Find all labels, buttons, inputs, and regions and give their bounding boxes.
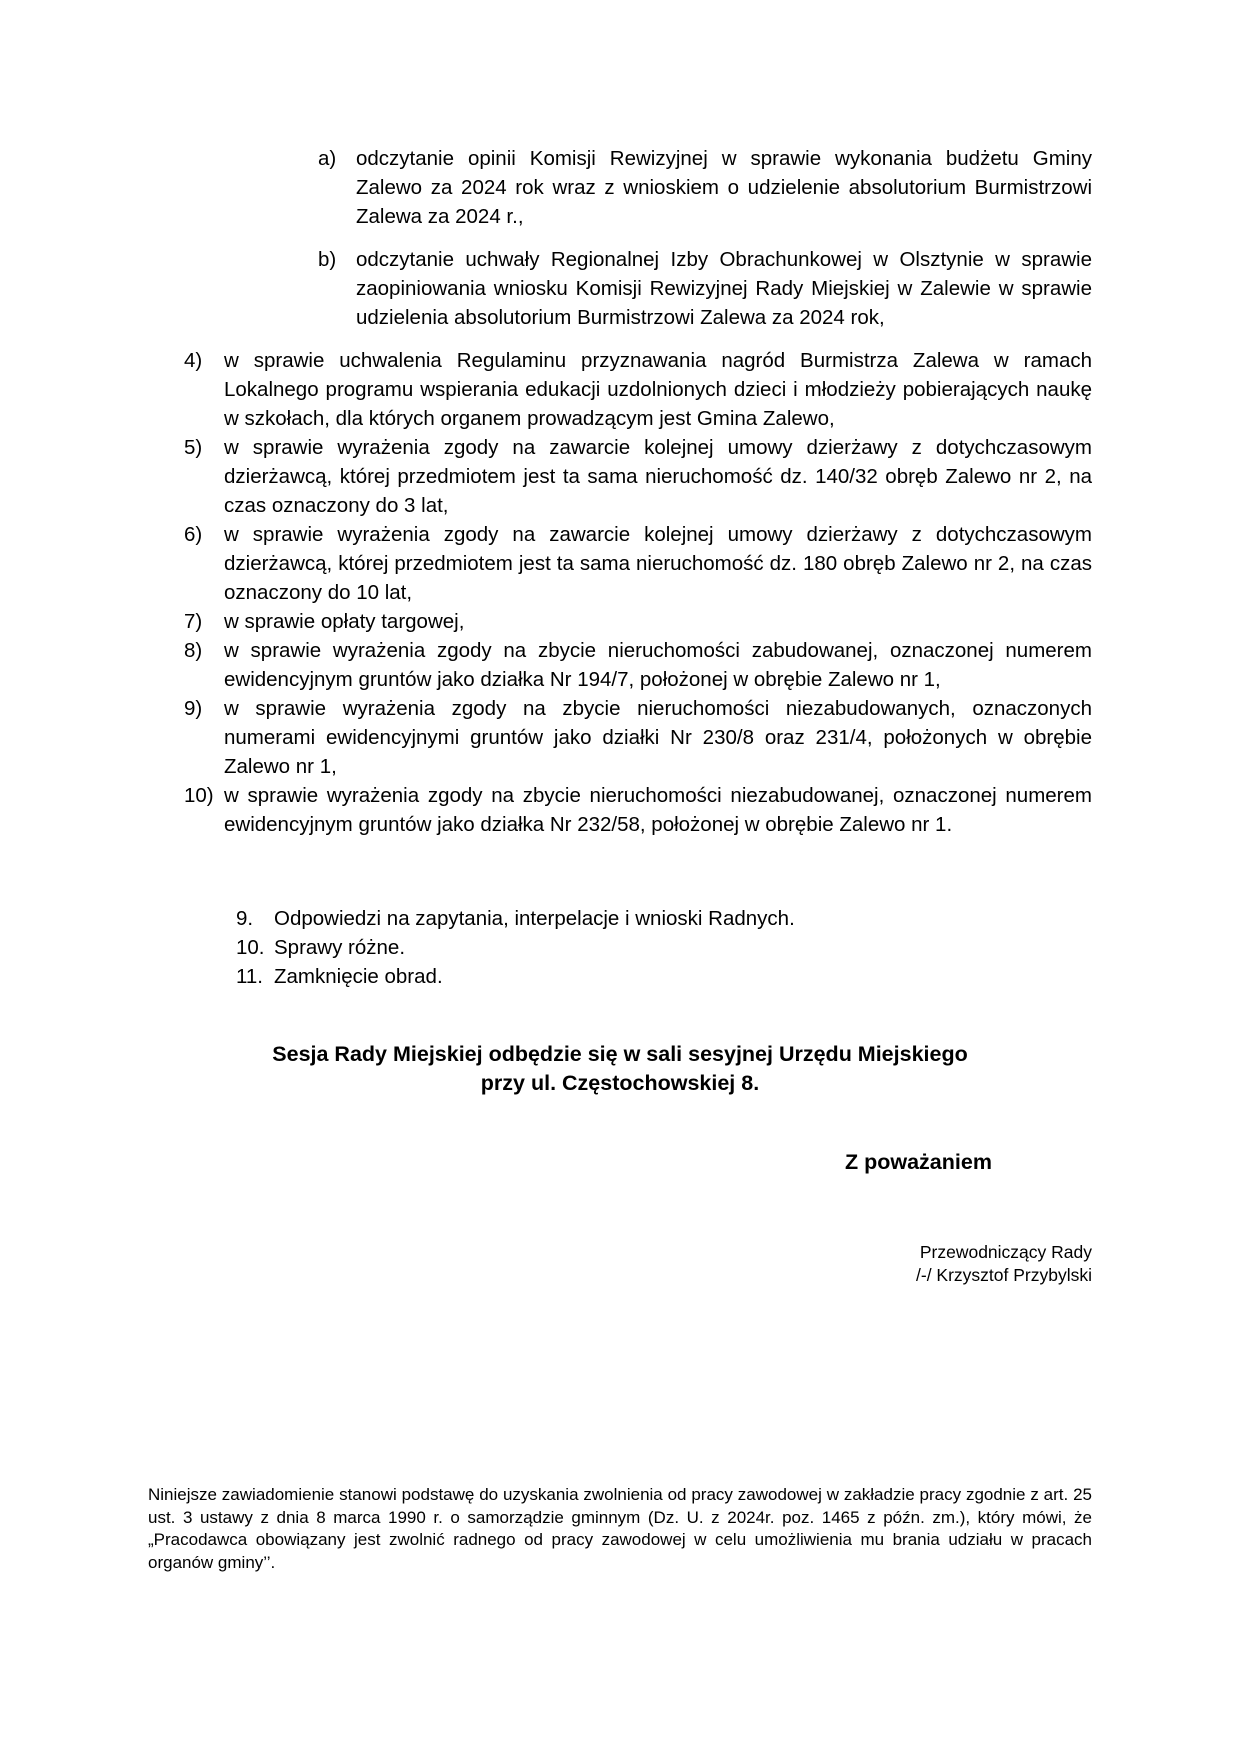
list-item-text: odczytanie uchwały Regionalnej Izby Obrachunkowej w Olsztynie w sprawie zaopiniowania wniosku Komisji Rewizyjnej Rady Miejskiej w Zalewie w sprawie udzielenia absolutorium Burmistrzowi Zalewa za 2024 rok, <box>356 248 1092 329</box>
list-marker: a) <box>318 147 337 170</box>
numbered-item-4 <box>184 346 1092 433</box>
list-item-text: w sprawie wyrażenia zgody na zbycie nieruchomości zabudowanej, oznaczonej numerem ewidencyjnym gruntów jako działka Nr 194/7, położonej w obrębie Zalewo nr 1, <box>224 639 1092 691</box>
agenda-item-10 <box>236 933 406 962</box>
signature-title: Przewodniczący Rady <box>919 1242 1092 1262</box>
list-item-text: odczytanie opinii Komisji Rewizyjnej w sprawie wykonania budżetu Gminy Zalewo za 2024 rok wraz z wnioskiem o udzielenie absolutorium Burmistrzowi Zalewa za 2024 r., <box>356 147 1092 228</box>
signature-name: /-/ Krzysztof Przybylski <box>916 1265 1092 1285</box>
list-item-text: w sprawie wyrażenia zgody na zawarcie kolejnej umowy dzierżawy z dotychczasowym dzierżawcą, której przedmiotem jest ta sama nieruchomość dz. 180 obręb Zalewo nr 2, na czas oznaczony do 10 lat, <box>224 523 1092 604</box>
agenda-item-9 <box>236 904 795 933</box>
list-marker: 9. <box>236 907 254 930</box>
list-marker: b) <box>318 248 337 271</box>
list-item-text: w sprawie uchwalenia Regulaminu przyznawania nagród Burmistrza Zalewa w ramach Lokalnego programu wspierania edukacji uzdolnionych dzieci i młodzieży pobierających naukę w szkołach, dla których organem prowadzącym jest Gmina Zalewo, <box>224 349 1092 430</box>
numbered-item-10 <box>184 781 1092 839</box>
session-location-line2: przy ul. Częstochowskiej 8. <box>480 1071 760 1095</box>
list-item-text: Odpowiedzi na zapytania, interpelacje i wnioski Radnych. <box>274 907 795 930</box>
list-marker: 8) <box>184 639 203 662</box>
legal-footnote: Niniejsze zawiadomienie stanowi podstawę do uzyskania zwolnienia od pracy zawodowej w zakładzie pracy zgodnie z art. 25 ust. 3 ustawy z dnia 8 marca 1990 r. o samorządzie gminnym (Dz. U. z 2024r. poz. 1465 z późn. zm.), który mówi, że „Pracodawca obowiązany jest zwolnić radnego od pracy zawodowej w celu umożliwienia mu brania udziału w pracach organów gminy’’. <box>148 1485 1092 1572</box>
numbered-item-6 <box>184 520 1092 607</box>
numbered-item-5 <box>184 433 1092 520</box>
list-marker: 10. <box>236 936 265 959</box>
list-item-text: w sprawie wyrażenia zgody na zbycie nieruchomości niezabudowanej, oznaczonej numerem ewidencyjnym gruntów jako działka Nr 232/58, położonej w obrębie Zalewo nr 1. <box>224 784 1092 836</box>
session-location-line1: Sesja Rady Miejskiej odbędzie się w sali sesyjnej Urzędu Miejskiego <box>272 1042 968 1066</box>
list-marker: 11. <box>236 965 263 988</box>
list-item-text: Zamknięcie obrad. <box>274 965 443 988</box>
list-marker: 7) <box>184 610 203 633</box>
agenda-item-11 <box>236 962 443 991</box>
closing-regards: Z poważaniem <box>845 1150 992 1174</box>
sub-item-a <box>318 144 1092 231</box>
numbered-item-9 <box>184 694 1092 781</box>
signature-block <box>916 1241 1092 1287</box>
list-marker: 9) <box>184 697 203 720</box>
list-marker: 6) <box>184 523 203 546</box>
list-marker: 4) <box>184 349 203 372</box>
list-marker: 5) <box>184 436 203 459</box>
list-marker: 10) <box>184 784 214 807</box>
sub-item-b <box>318 245 1092 332</box>
list-item-text: Sprawy różne. <box>274 936 406 959</box>
numbered-item-7 <box>184 607 1092 636</box>
list-item-text: w sprawie wyrażenia zgody na zbycie nieruchomości niezabudowanych, oznaczonych numerami ewidencyjnymi gruntów jako działki Nr 230/8 oraz 231/4, położonych w obrębie Zalewo nr 1, <box>224 697 1092 778</box>
numbered-item-8 <box>184 636 1092 694</box>
list-item-text: w sprawie opłaty targowej, <box>224 610 465 633</box>
list-item-text: w sprawie wyrażenia zgody na zawarcie kolejnej umowy dzierżawy z dotychczasowym dzierżawcą, której przedmiotem jest ta sama nieruchomość dz. 140/32 obręb Zalewo nr 2, na czas oznaczony do 3 lat, <box>224 436 1092 517</box>
